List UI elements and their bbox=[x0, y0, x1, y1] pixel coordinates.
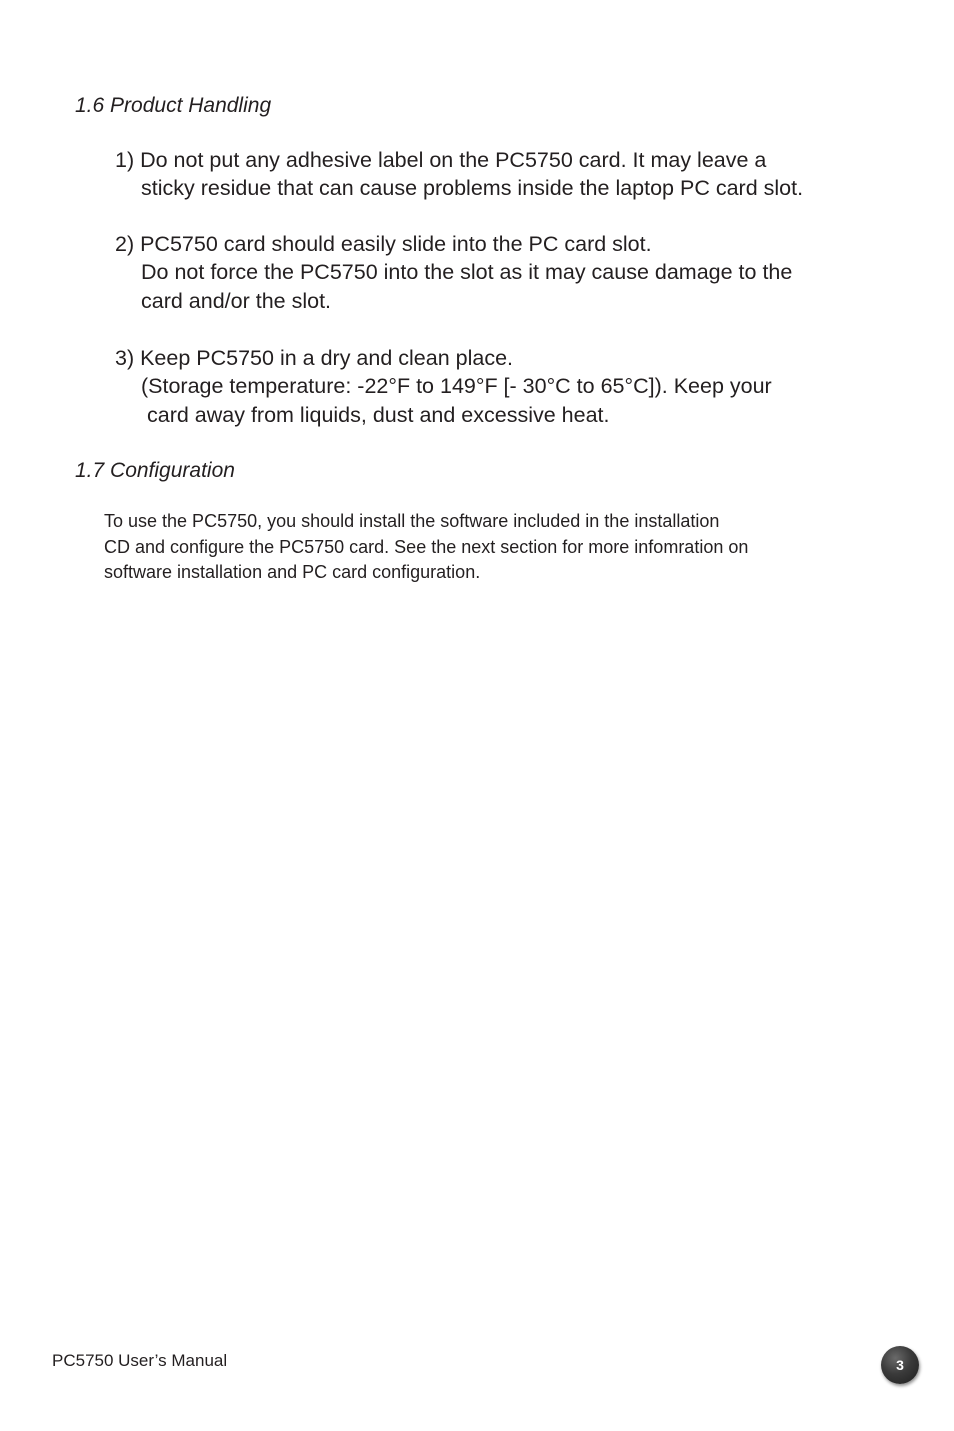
configuration-line: software installation and PC card configuration. bbox=[104, 562, 481, 583]
handling-item-1 bbox=[115, 146, 803, 203]
configuration-line: CD and configure the PC5750 card. See the next section for more infomration on bbox=[104, 536, 749, 557]
handling-item-line: card away from liquids, dust and excessive heat. bbox=[147, 402, 610, 427]
handling-item-3 bbox=[115, 344, 772, 429]
handling-item-2 bbox=[115, 230, 792, 315]
handling-item-line: card and/or the slot. bbox=[141, 288, 332, 313]
handling-item-line: 3) Keep PC5750 in a dry and clean place. bbox=[115, 346, 514, 370]
section-heading-product-handling: 1.6 Product Handling bbox=[75, 94, 272, 117]
section-heading-configuration: 1.7 Configuration bbox=[75, 459, 235, 482]
handling-item-line: 1) Do not put any adhesive label on the PC5750 card. It may leave a bbox=[115, 148, 767, 172]
configuration-line: To use the PC5750, you should install the software included in the installation bbox=[104, 511, 720, 531]
page-number: 3 bbox=[896, 1357, 904, 1373]
handling-item-line: sticky residue that can cause problems inside the laptop PC card slot. bbox=[141, 176, 804, 201]
handling-item-line: (Storage temperature: -22°F to 149°F [- 30°C to 65°C]). Keep your bbox=[141, 374, 772, 399]
page-number-badge bbox=[881, 1346, 919, 1384]
handling-item-line: 2) PC5750 card should easily slide into the PC card slot. bbox=[115, 232, 652, 256]
handling-item-line: Do not force the PC5750 into the slot as it may cause damage to the bbox=[141, 260, 793, 285]
configuration-paragraph bbox=[104, 509, 748, 586]
footer-manual-title: PC5750 User’s Manual bbox=[52, 1351, 228, 1370]
